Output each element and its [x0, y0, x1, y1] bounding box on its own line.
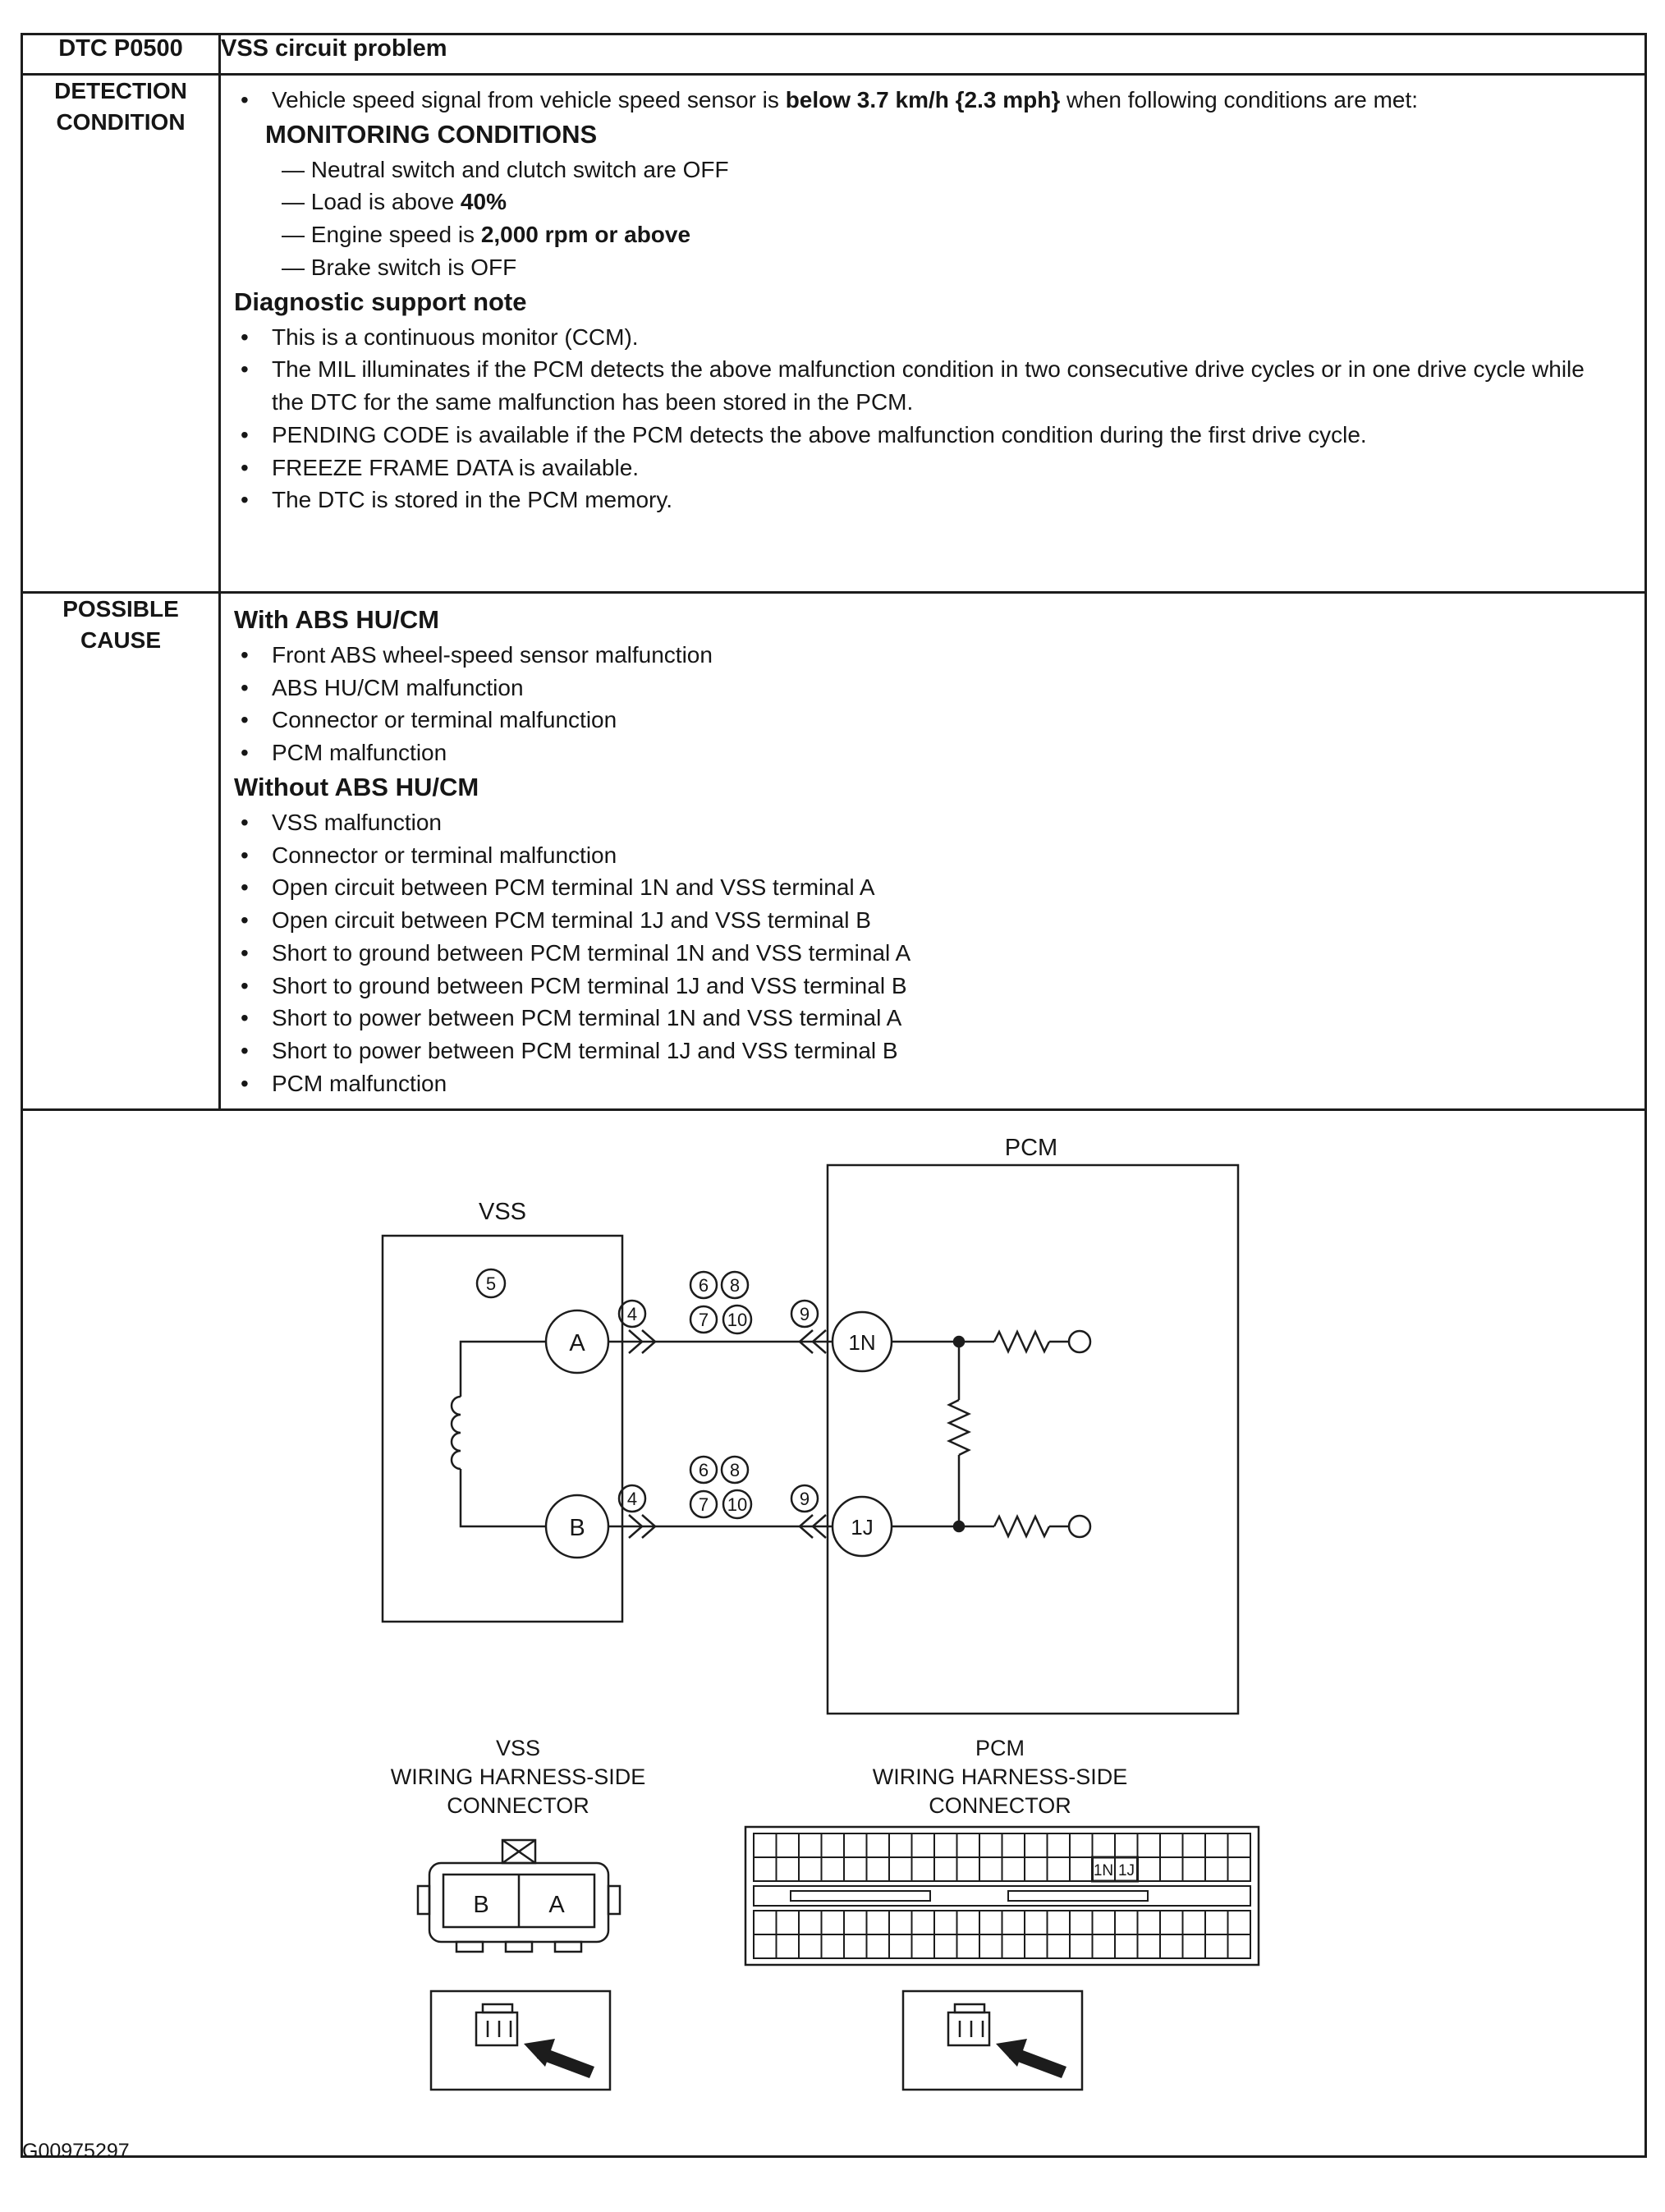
monitoring-conditions-heading: MONITORING CONDITIONS [265, 119, 598, 149]
cause-item-text: Short to power between PCM terminal 1J and VSS terminal B [272, 1038, 898, 1064]
circled-number-4-text: 4 [626, 1303, 638, 1324]
wiring-diagram-cell [22, 1109, 1646, 2156]
cause-item-text: Open circuit between PCM terminal 1J and VSS terminal B [272, 907, 871, 934]
resistor-icon [994, 1332, 1049, 1352]
cause-item [234, 1035, 1603, 1067]
bullet-icon: • [241, 641, 249, 668]
terminal-1n-label: 1N [848, 1329, 876, 1355]
cause-item-text: Connector or terminal malfunction [272, 707, 617, 733]
connector-cube-icon [483, 2004, 512, 2012]
bullet-icon: • [241, 87, 249, 112]
detection-intro [234, 84, 1603, 117]
vss-box [383, 1236, 622, 1622]
support-note-item [234, 452, 1603, 484]
circled-number-7-text: 7 [698, 1309, 709, 1330]
detection-label-line2: CONDITION [56, 108, 186, 135]
detection-condition-label [22, 75, 220, 593]
support-note-text: This is a continuous monitor (CCM). [272, 324, 639, 350]
circled-number-10-text: 10 [727, 1494, 748, 1515]
terminal-a-label: A [569, 1329, 585, 1356]
circled-number-9-text: 9 [799, 1488, 810, 1509]
side-lug [608, 1886, 620, 1914]
vss-box-label: VSS [478, 1198, 527, 1225]
bullet-icon: • [241, 842, 249, 868]
support-note-item [234, 419, 1603, 452]
schematic-lines [383, 1165, 1238, 1714]
cause-item [234, 1002, 1603, 1035]
circled-number-6-text: 6 [698, 1459, 709, 1480]
condition-line: — Load is above 40% [282, 189, 507, 215]
condition-line: — Engine speed is 2,000 rpm or above [282, 222, 691, 248]
bullet-icon: • [241, 421, 249, 447]
support-note-item [234, 353, 1603, 419]
cause-item-text: PCM malfunction [272, 1070, 447, 1096]
cause-item-text: VSS malfunction [272, 809, 442, 835]
vss-connector-drawing [418, 1840, 620, 1952]
vss-connector-pin-a: A [548, 1891, 565, 1918]
support-note-item [234, 484, 1603, 516]
cause-item [234, 1067, 1603, 1100]
support-note-text: PENDING CODE is available if the PCM detects the above malfunction condition during the first drive cycle. [272, 421, 1367, 447]
cause-item-text: Open circuit between PCM terminal 1N and VSS terminal A [272, 874, 875, 901]
support-note-text: FREEZE FRAME DATA is available. [272, 454, 640, 480]
cause-item [234, 672, 1603, 704]
dtc-table [21, 33, 1647, 2158]
possible-cause-label-line2: CAUSE [80, 626, 161, 653]
bottom-lug [506, 1942, 532, 1952]
circled-number-8-text: 8 [729, 1459, 741, 1480]
cause-item [234, 704, 1603, 737]
coil-wire-bottom [461, 1469, 546, 1526]
cause-item [234, 737, 1603, 769]
pcm-box [828, 1165, 1238, 1714]
cause-item [234, 970, 1603, 1003]
cause-item-text: PCM malfunction [272, 740, 447, 766]
pcm-connector-cell-1j: 1J [1117, 1861, 1135, 1879]
pcm-locator-arrow [996, 2039, 1066, 2078]
circled-number-9-text: 9 [799, 1303, 810, 1324]
cause-item-text: Short to power between PCM terminal 1N and VSS terminal A [272, 1005, 902, 1031]
dtc-title: VSS circuit problem [220, 34, 1646, 75]
bullet-icon: • [241, 740, 249, 766]
support-note-item [234, 321, 1603, 354]
open-terminal-icon [1069, 1516, 1090, 1537]
vss-connector-title1: VSS [495, 1735, 541, 1760]
cause-item [234, 639, 1603, 672]
vss-locator-arrow [524, 2039, 594, 2078]
side-lug [418, 1886, 429, 1914]
terminal-b-label: B [569, 1514, 585, 1541]
bullet-icon: • [241, 809, 249, 835]
open-terminal-icon [1069, 1331, 1090, 1352]
possible-cause-label [22, 593, 220, 1110]
terminal-1j-label: 1J [851, 1514, 874, 1540]
pcm-connector-cell-1n: 1N [1093, 1861, 1114, 1879]
coil-wire-top [461, 1342, 546, 1397]
bullet-icon: • [241, 674, 249, 700]
top-band-cells [777, 1833, 1228, 1881]
pcm-box-label: PCM [1004, 1134, 1058, 1161]
detection-label-line1: DETECTION [54, 78, 187, 103]
bullet-icon: • [241, 324, 249, 350]
dtc-header-row [22, 34, 1646, 75]
support-note-text: The MIL illuminates if the PCM detects the above malfunction condition in two consecutive drive cycles or in one drive cycle while the DTC for the same malfunction has been stored in the PCM. [272, 356, 1585, 415]
circled-number-5-text: 5 [485, 1273, 497, 1294]
resistor-icon [994, 1517, 1049, 1536]
mid-slot [1008, 1891, 1148, 1901]
circled-number-10-text: 10 [727, 1309, 748, 1330]
condition-line: — Brake switch is OFF [282, 254, 517, 280]
bullet-icon: • [241, 1005, 249, 1031]
detection-condition-content [220, 75, 1646, 593]
without-abs-heading: Without ABS HU/CM [234, 772, 479, 801]
possible-cause-label-line1: POSSIBLE [62, 596, 179, 622]
circled-number-6-text: 6 [698, 1274, 709, 1296]
bullet-icon: • [241, 874, 249, 901]
circled-number-7-text: 7 [698, 1494, 709, 1515]
bullet-icon: • [241, 907, 249, 934]
pcm-connector-drawing [745, 1827, 1259, 1965]
cause-item [234, 871, 1603, 904]
bullet-icon: • [241, 487, 249, 513]
vss-connector-pin-b: B [473, 1891, 489, 1918]
pcm-connector-title3: CONNECTOR [929, 1792, 1071, 1818]
cause-item-text: Front ABS wheel-speed sensor malfunction [272, 641, 713, 668]
cause-item [234, 806, 1603, 839]
bottom-lug [555, 1942, 581, 1952]
support-note-text: The DTC is stored in the PCM memory. [272, 487, 673, 513]
resistor-icon [949, 1400, 969, 1455]
wiring-diagram [23, 1111, 1644, 2152]
bullet-icon: • [241, 356, 249, 383]
vss-connector-title2: WIRING HARNESS-SIDE [390, 1764, 646, 1789]
coil-symbol [452, 1397, 461, 1469]
cause-item [234, 937, 1603, 970]
circled-number-4-text: 4 [626, 1488, 638, 1509]
bullet-icon: • [241, 1070, 249, 1096]
diagram-row [22, 1109, 1646, 2156]
possible-cause-content [220, 593, 1646, 1110]
pcm-connector-title2: WIRING HARNESS-SIDE [872, 1764, 1128, 1789]
pcm-connector-title1: PCM [975, 1735, 1025, 1760]
with-abs-heading: With ABS HU/CM [234, 605, 439, 634]
bullet-icon: • [241, 972, 249, 998]
detection-condition-row [22, 75, 1646, 593]
mid-slot [791, 1891, 930, 1901]
cause-item [234, 904, 1603, 937]
bullet-icon: • [241, 939, 249, 966]
pcm-connector-mid-band [754, 1886, 1250, 1906]
bottom-lug [456, 1942, 483, 1952]
possible-cause-row [22, 593, 1646, 1110]
bullet-icon: • [241, 707, 249, 733]
vss-connector-title3: CONNECTOR [447, 1792, 589, 1818]
cause-item [234, 839, 1603, 872]
diagnostic-support-note-heading: Diagnostic support note [234, 287, 527, 316]
cause-item-text: Short to ground between PCM terminal 1J and VSS terminal B [272, 972, 907, 998]
bullet-icon: • [241, 1038, 249, 1064]
connector-cube-icon [955, 2004, 984, 2012]
circled-number-8-text: 8 [729, 1274, 741, 1296]
figure-id: G00975297 [22, 2140, 130, 2163]
dtc-code: DTC P0500 [22, 34, 220, 75]
bottom-band-cells [777, 1911, 1228, 1958]
cause-item-text: Connector or terminal malfunction [272, 842, 617, 868]
cause-item-text: Short to ground between PCM terminal 1N and VSS terminal A [272, 939, 911, 966]
cause-item-text: ABS HU/CM malfunction [272, 674, 524, 700]
detection-intro-text: Vehicle speed signal from vehicle speed sensor is below 3.7 km/h {2.3 mph} when following conditions are met: [272, 87, 1419, 112]
condition-line: — Neutral switch and clutch switch are OFF [282, 156, 729, 182]
bullet-icon: • [241, 454, 249, 480]
